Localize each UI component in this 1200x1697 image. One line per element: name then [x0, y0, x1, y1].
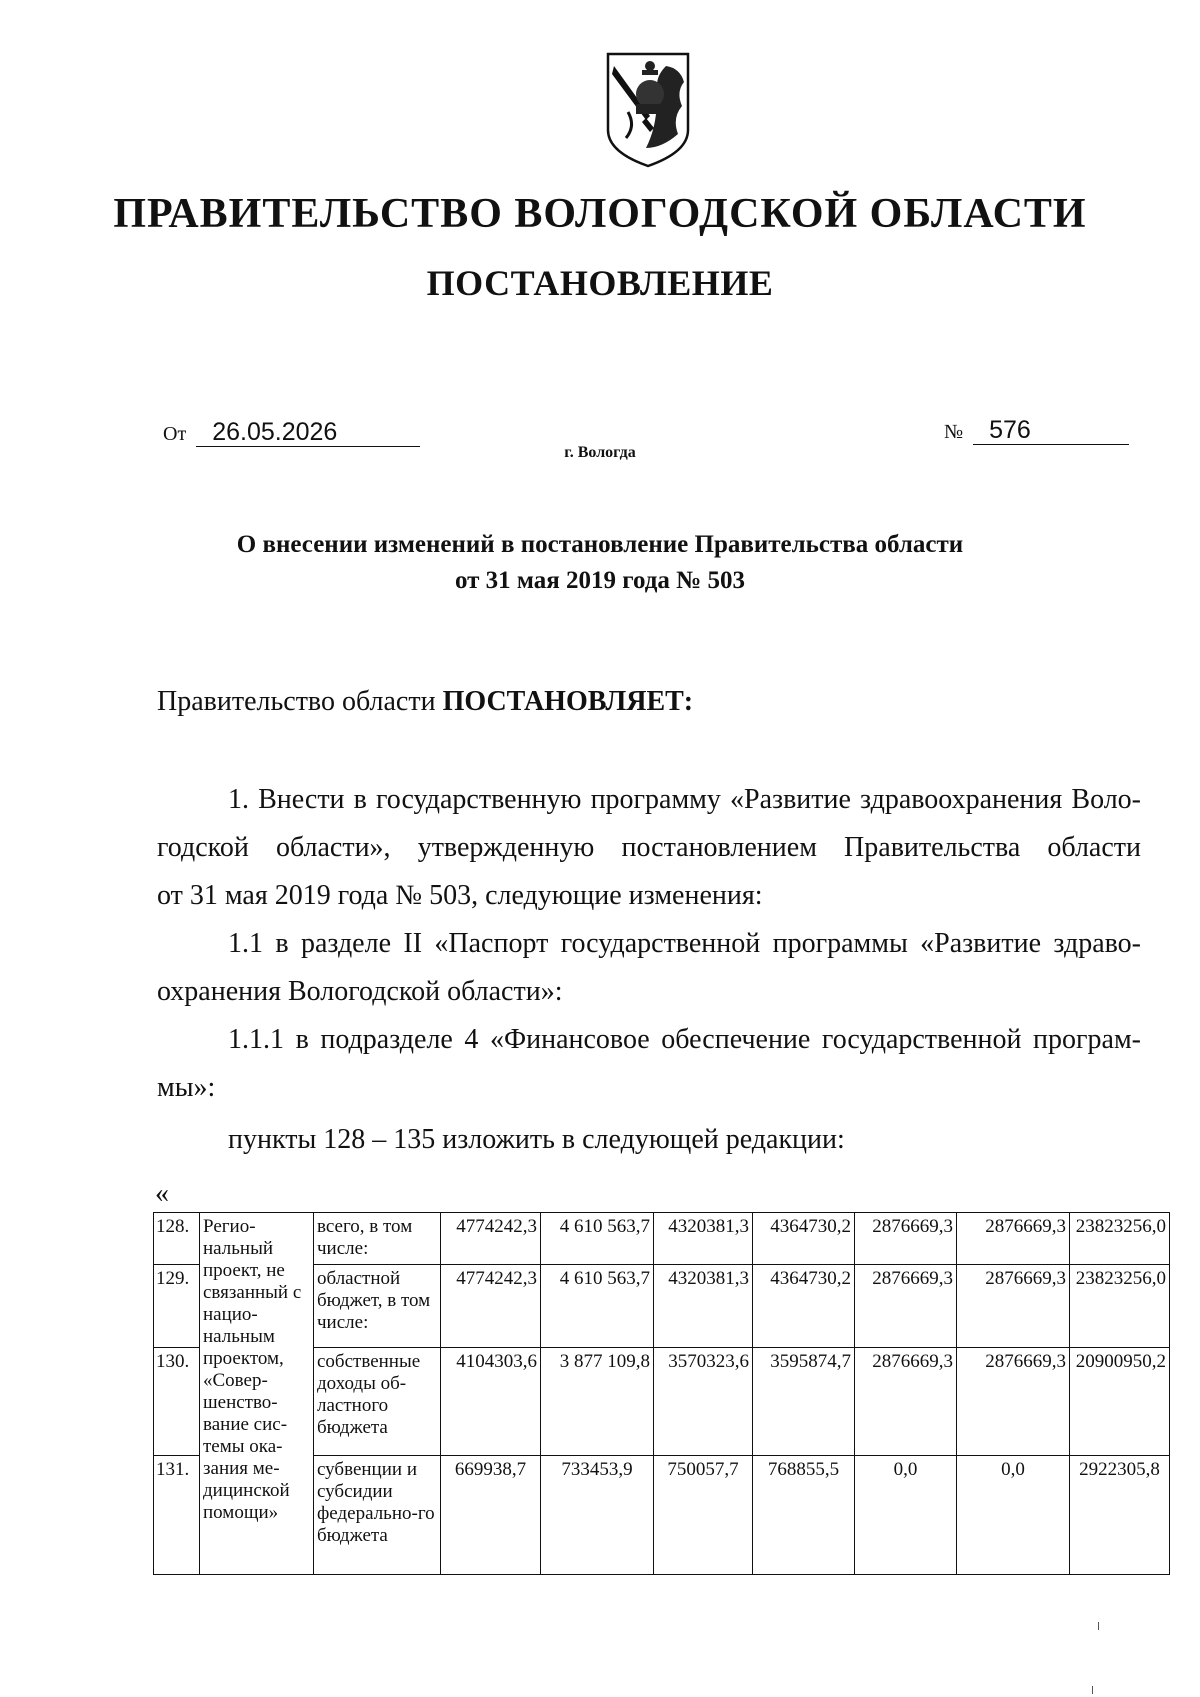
table-cell: 733453,9: [541, 1456, 654, 1575]
table-cell: 4 610 563,7: [541, 1265, 654, 1348]
table-cell: 4104303,6: [441, 1348, 541, 1456]
paragraph-2-line-1: 1.1 в разделе II «Паспорт государственной программы «Развитие здраво-: [228, 928, 1141, 959]
date-value: 26.05.2026: [196, 418, 420, 447]
scan-mark: [1098, 1622, 1099, 1630]
preamble-text: Правительство области: [157, 686, 443, 717]
scan-mark: [1092, 1686, 1093, 1694]
row-number: 128.: [154, 1213, 200, 1265]
authority-title: ПРАВИТЕЛЬСТВО ВОЛОГОДСКОЙ ОБЛАСТИ: [113, 191, 1087, 237]
table-cell: 2876669,3: [855, 1348, 957, 1456]
table-cell: 4364730,2: [753, 1213, 855, 1265]
preamble: [157, 680, 693, 724]
document-type: ПОСТАНОВЛЕНИЕ: [426, 263, 774, 303]
table-cell: 23823256,0: [1070, 1265, 1170, 1348]
table-row: [154, 1213, 1170, 1265]
vologda-coat-of-arms-icon: [606, 52, 690, 168]
row-number: 131.: [154, 1456, 200, 1575]
row-label: всего, в том числе:: [314, 1213, 441, 1265]
table-cell: 0,0: [957, 1456, 1070, 1575]
project-name-cell: Регио-нальный проект, не связанный с нацио-нальным проектом, «Совер-шенство-вание сис-темы ока-зания ме-дицинской помощи»: [200, 1213, 314, 1575]
paragraph-1-line-3: от 31 мая 2019 года № 503, следующие изменения:: [157, 880, 763, 911]
number-value: 576: [973, 416, 1129, 445]
paragraph-3-line-1: 1.1.1 в подразделе 4 «Финансовое обеспечение государственной програм-: [228, 1024, 1141, 1055]
table-cell: 2922305,8: [1070, 1456, 1170, 1575]
row-label: областной бюджет, в том числе:: [314, 1265, 441, 1348]
table-cell: 4364730,2: [753, 1265, 855, 1348]
paragraph-2-line-2: охранения Вологодской области»:: [157, 976, 563, 1007]
paragraph-1-line-2: годской области», утвержденную постановлением Правительства области: [157, 832, 1141, 863]
row-number: 130.: [154, 1348, 200, 1456]
subject-line-1: О внесении изменений в постановление Правительства области: [236, 531, 964, 558]
date-row: [163, 418, 420, 447]
city: г. Вологда: [564, 444, 636, 461]
table-cell: 4320381,3: [654, 1213, 753, 1265]
table-cell: 23823256,0: [1070, 1213, 1170, 1265]
table-cell: 3595874,7: [753, 1348, 855, 1456]
table-cell: 20900950,2: [1070, 1348, 1170, 1456]
quote-open: «: [155, 1178, 169, 1209]
coat-of-arms-icon: [606, 52, 690, 168]
table-cell: 669938,7: [441, 1456, 541, 1575]
row-number: 129.: [154, 1265, 200, 1348]
table-cell: 2876669,3: [855, 1265, 957, 1348]
table-cell: 2876669,3: [957, 1213, 1070, 1265]
document-subject: [0, 527, 1200, 599]
table-cell: 750057,7: [654, 1456, 753, 1575]
number-row: [944, 416, 1129, 445]
table-cell: 3 877 109,8: [541, 1348, 654, 1456]
financing-table: [153, 1212, 1170, 1575]
table-cell: 2876669,3: [855, 1213, 957, 1265]
table-cell: 768855,5: [753, 1456, 855, 1575]
paragraph-4: пункты 128 – 135 изложить в следующей редакции:: [228, 1124, 845, 1155]
paragraph-3-line-2: мы»:: [157, 1072, 216, 1103]
table-cell: 4 610 563,7: [541, 1213, 654, 1265]
paragraph-1-line-1: 1. Внести в государственную программу «Развитие здравоохранения Воло-: [228, 784, 1141, 815]
number-label: №: [944, 421, 964, 443]
subject-line-2: от 31 мая 2019 года № 503: [454, 567, 746, 594]
table-cell: 2876669,3: [957, 1265, 1070, 1348]
table-cell: 0,0: [855, 1456, 957, 1575]
row-label: собственные доходы об-ластного бюджета: [314, 1348, 441, 1456]
table-cell: 3570323,6: [654, 1348, 753, 1456]
table-cell: 4774242,3: [441, 1265, 541, 1348]
row-label: субвенции и субсидии федерально-го бюджета: [314, 1456, 441, 1575]
preamble-bold: ПОСТАНОВЛЯЕТ:: [442, 686, 694, 717]
date-label: От: [163, 423, 187, 445]
table-cell: 2876669,3: [957, 1348, 1070, 1456]
table-cell: 4774242,3: [441, 1213, 541, 1265]
table-cell: 4320381,3: [654, 1265, 753, 1348]
